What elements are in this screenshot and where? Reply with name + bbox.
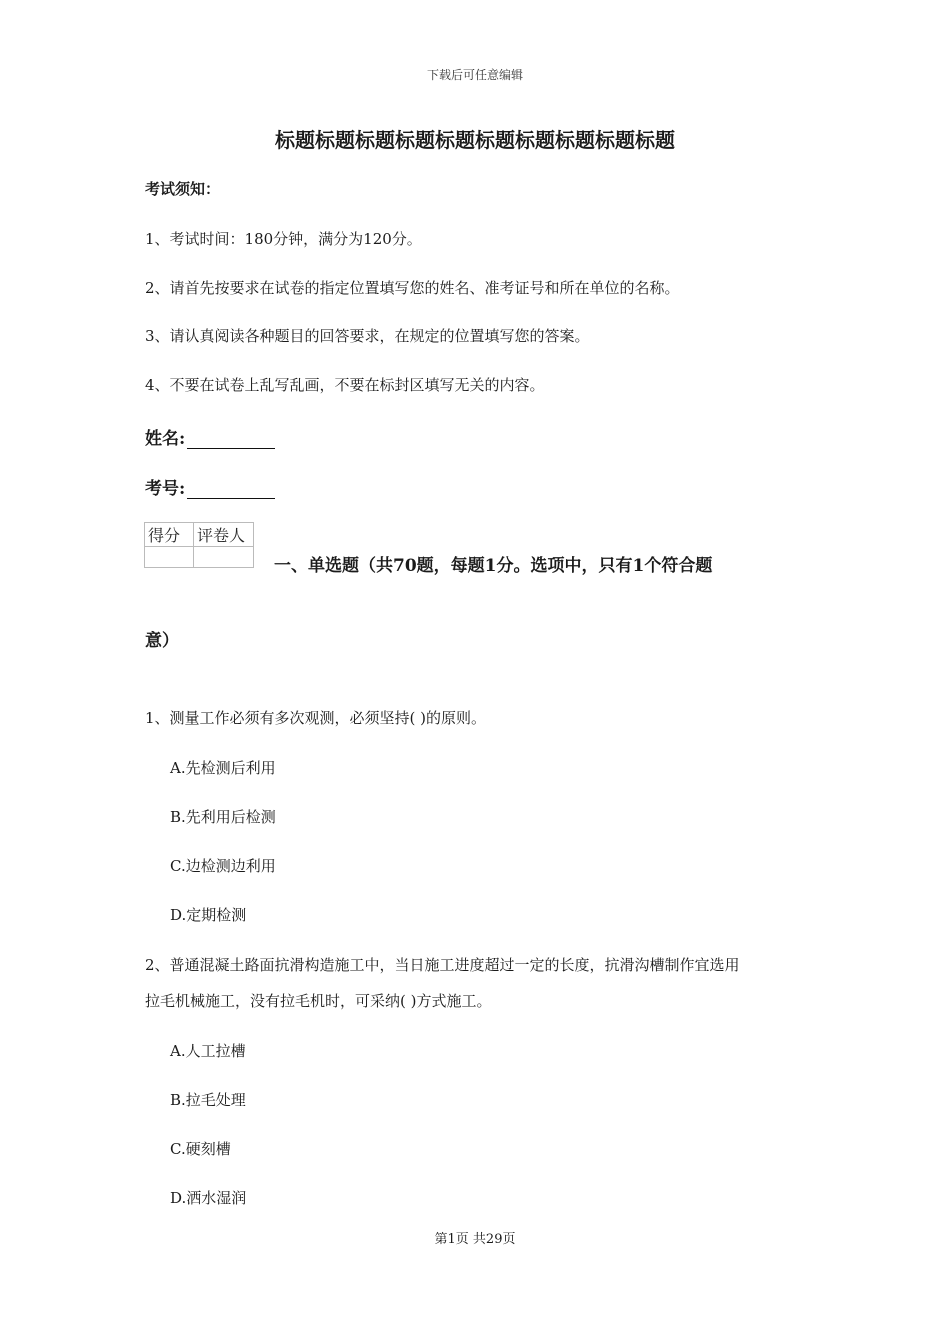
name-blank[interactable] (187, 430, 275, 449)
answer-option: C.硬刻槽 (170, 1140, 231, 1158)
name-field (145, 424, 275, 449)
answer-option: D.定期检测 (170, 906, 247, 924)
id-label: 考号: (145, 479, 186, 499)
answer-option: A.先检测后利用 (170, 759, 276, 777)
answer-option: C.边检测边利用 (170, 857, 276, 875)
score-table (144, 522, 254, 568)
section-heading-continued: 意） (145, 631, 179, 651)
answer-option: B.先利用后检测 (170, 808, 276, 826)
question-stem: 2、普通混凝土路面抗滑构造施工中，当日施工进度超过一定的长度，抗滑沟槽制作宜选用 (145, 956, 740, 974)
answer-option: A.人工拉槽 (170, 1042, 246, 1060)
page-footer: 第1页 共29页 (434, 1232, 516, 1247)
header-note: 下载后可任意编辑 (426, 68, 523, 82)
grader-cell (194, 547, 254, 568)
notice-heading: 考试须知： (145, 180, 221, 198)
score-cell (145, 547, 194, 568)
name-label: 姓名: (145, 429, 186, 449)
notice-item: 1、考试时间：180分钟，满分为120分。 (145, 230, 422, 248)
section-heading: 一、单选题（共70题，每题1分。选项中，只有1个符合题 (274, 556, 713, 576)
document-title: 标题标题标题标题标题标题标题标题标题标题 (275, 128, 675, 152)
notice-item: 4、不要在试卷上乱写乱画，不要在标封区填写无关的内容。 (145, 376, 545, 394)
grader-header: 评卷人 (194, 523, 254, 547)
id-field (145, 474, 275, 499)
answer-option: B.拉毛处理 (170, 1091, 246, 1109)
id-blank[interactable] (187, 480, 275, 499)
notice-item: 3、请认真阅读各种题目的回答要求，在规定的位置填写您的答案。 (145, 327, 590, 345)
question-stem: 1、测量工作必须有多次观测，必须坚持( )的原则。 (145, 709, 487, 727)
answer-option: D.洒水湿润 (170, 1189, 247, 1207)
score-header: 得分 (145, 523, 194, 547)
question-stem-continued: 拉毛机械施工，没有拉毛机时，可采纳( )方式施工。 (145, 992, 492, 1010)
notice-item: 2、请首先按要求在试卷的指定位置填写您的姓名、准考证号和所在单位的名称。 (145, 279, 680, 297)
